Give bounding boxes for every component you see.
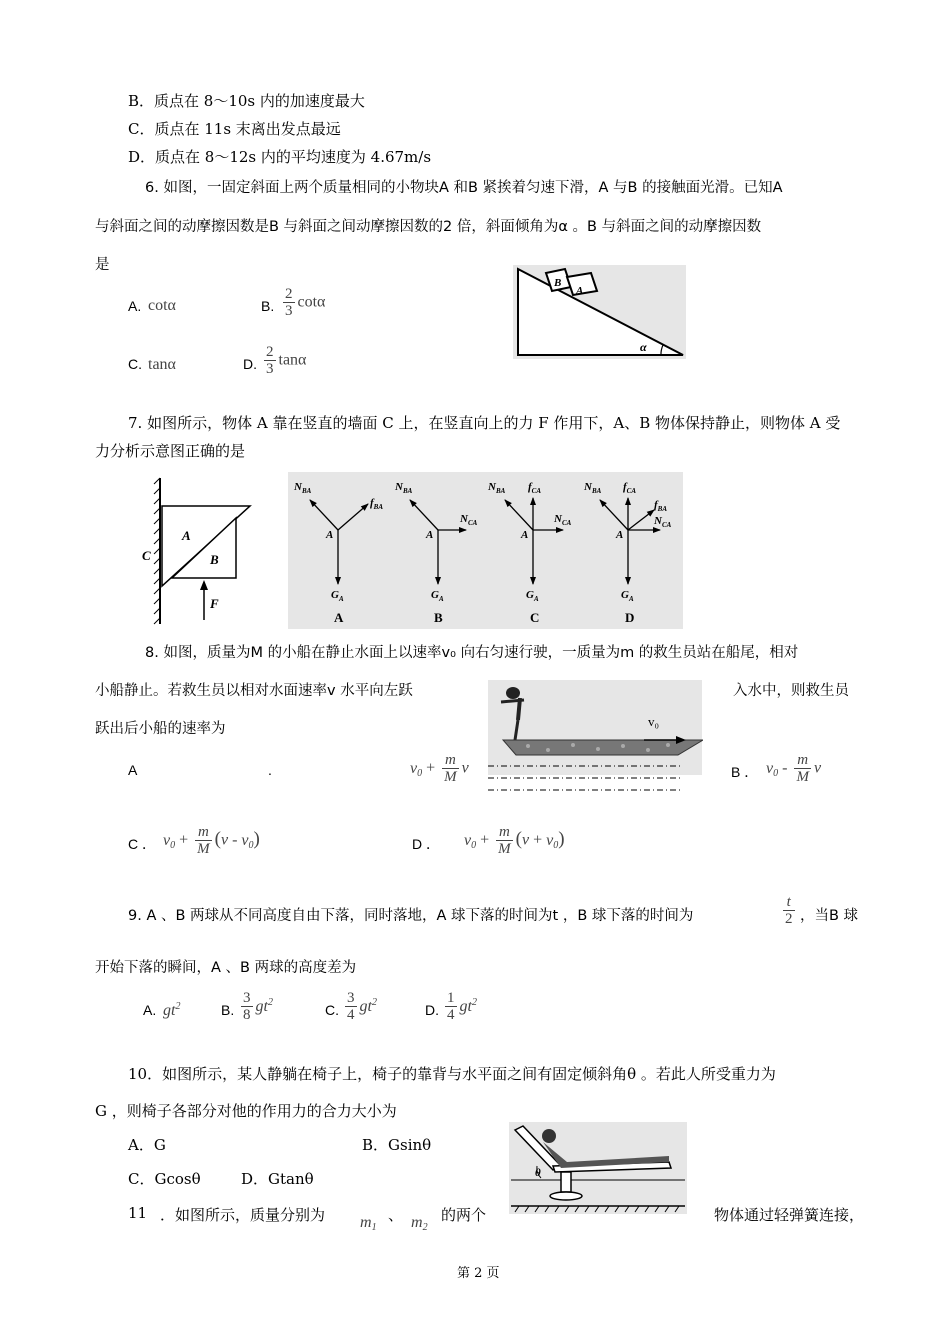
q10-person-head [542, 1129, 556, 1143]
q5-option-b: B．质点在 8～10s 内的加速度最大 [128, 92, 365, 110]
q9-c-num: 3 [347, 990, 355, 1006]
svg-text:NCA: $N_{CA}$ [554, 513, 572, 527]
q11-m1-letter: m [360, 1214, 372, 1231]
svg-text:GA: $G_A$ [621, 589, 634, 603]
page-footer: 第 2 页 [457, 1266, 500, 1281]
q9-option-c-label: C. [325, 1002, 339, 1018]
q8-line3: 跃出后小船的速率为 [95, 721, 226, 737]
q8-boat-figure [488, 680, 703, 795]
q9-line1a: 9. A 、B 两球从不同高度自由下落，同时落地，A 球下落的时间为t ，B 球下落的时间为 [128, 908, 694, 924]
q6-option-a-label: A. [128, 298, 142, 314]
q10-chair-figure [509, 1122, 687, 1214]
svg-text:GA: $G_A$ [331, 589, 344, 603]
q10-option-b: B．Gsinθ [362, 1136, 432, 1154]
q7-line1: 7. 如图所示，物体 A 靠在竖直的墙面 C 上，在竖直向上的力 F 作用下，A、B 物体保持静止，则物体 A 受 [128, 414, 841, 432]
q8-option-a-expr: $v_0$ + $\frac{m}{M}$ v [410, 752, 469, 785]
q6-option-d-label: D. [243, 356, 257, 372]
q7-label-c: C [142, 548, 151, 563]
q9-option-d-expr: $\frac{1}{4}$ $gt^2$ [447, 990, 477, 1023]
q7-line2: 力分析示意图正确的是 [95, 442, 246, 460]
q10-option-d: D．Gtanθ [241, 1170, 314, 1188]
q9-option-c-expr: $\frac{3}{4}$ $gt^2$ [347, 990, 377, 1023]
q6-option-d-fraction [261, 344, 306, 377]
q11-m1 [360, 1214, 377, 1233]
q8-option-a-dot: . [268, 762, 272, 778]
q6-line3: 是 [95, 257, 110, 273]
q6-option-b-label: B. [261, 298, 275, 314]
q6-fig-label-a: A [576, 285, 584, 297]
q6-option-b-expr: cotα [297, 293, 326, 311]
q10-line2: G ，则椅子各部分对他的作用力的合力大小为 [95, 1102, 397, 1120]
q9-option-b-expr: $\frac{3}{8}$ $gt^2$ [243, 990, 273, 1023]
q10-option-c: C．Gcosθ [128, 1170, 201, 1188]
q9-line2: 开始下落的瞬间，A 、B 两球的高度差为 [95, 960, 357, 976]
q9-frac-den: 2 [785, 911, 793, 927]
svg-text:GA: $G_A$ [526, 589, 539, 603]
q8-line2a: 小船静止。若救生员以相对水面速率v 水平向左跃 [95, 683, 413, 699]
svg-text:fCA: $f_{CA}$ [623, 481, 637, 495]
q7-wall-figure [138, 476, 258, 626]
svg-text:fCA: $f_{CA}$ [528, 481, 542, 495]
q11-text-c: 物体通过轻弹簧连接， [714, 1206, 865, 1224]
q6-fig-angle: α [640, 340, 647, 354]
q7-diagram-label-a: A [334, 610, 344, 625]
svg-text:NBA: $N_{BA}$ [584, 481, 602, 495]
q6-line1: 6. 如图，一固定斜面上两个质量相同的小物块A 和B 紧挨着匀速下滑，A 与B 的接触面光滑。已知A [145, 180, 783, 196]
q10-line1: 10．如图所示，某人静躺在椅子上，椅子的靠背与水平面之间有固定倾斜角θ 。若此人所受重力为 [128, 1065, 776, 1083]
q8-option-c-expr: $v_0$ + $\frac{m}{M}$ $(v - v_0)$ [163, 824, 260, 857]
q7-label-b: B [210, 552, 219, 567]
q8-fig-background [488, 680, 702, 775]
q6-option-d-expr: tanα [278, 351, 307, 369]
q7-options-figure [288, 472, 683, 629]
svg-text:NCA: $N_{CA}$ [460, 513, 478, 527]
q9-d-num: 1 [447, 990, 455, 1006]
svg-text:A: A [616, 529, 624, 541]
q6-d-num: 2 [266, 344, 274, 360]
q7-diagram-label-d: D [625, 610, 635, 625]
q10-chair-base [550, 1192, 582, 1200]
svg-text:NBA: $N_{BA}$ [395, 481, 413, 495]
q6-option-c-expr: tanα [148, 356, 176, 373]
q6-line2: 与斜面之间的动摩擦因数是B 与斜面之间动摩擦因数的2 倍，斜面倾角为α 。B 与斜面之间的动摩擦因数 [95, 219, 762, 235]
svg-text:NBA: $N_{BA}$ [294, 481, 312, 495]
svg-text:NBA: $N_{BA}$ [488, 481, 506, 495]
q8-option-b-expr: $v_0$ - $\frac{m}{M}$ v [766, 752, 822, 785]
q11-text-a: ．如图所示，质量分别为 [160, 1206, 326, 1224]
q8-option-d-label: D ． [412, 836, 440, 852]
q8-rescuer-body [518, 698, 520, 720]
q7-diagram-label-c: C [530, 610, 540, 625]
q8-fig-v0: v₀ [648, 714, 660, 729]
q9-d-den: 4 [447, 1007, 455, 1023]
q7-options-background [288, 472, 683, 629]
q11-m2-sub: 2 [422, 1222, 428, 1233]
q9-c-den: 4 [347, 1007, 355, 1023]
q8-rescuer-head [506, 687, 520, 699]
q9-option-a-expr: $gt^2$ [163, 1001, 181, 1019]
q6-option-c-label: C. [128, 356, 142, 372]
svg-text:A: A [521, 529, 529, 541]
q6-b-num: 2 [285, 286, 293, 302]
q11-number: 11 [128, 1204, 148, 1222]
q9-option-a-label: A. [143, 1002, 157, 1018]
q8-option-c-label: C ． [128, 836, 156, 852]
q9-line1b: ，当B 球 [800, 908, 859, 924]
q8-option-a-label: A [128, 762, 138, 778]
q7-force-f-arrowhead [200, 580, 208, 590]
svg-text:fBA: $f_{BA}$ [370, 497, 384, 511]
q8-line2b: 入水中，则救生员 [733, 683, 849, 699]
q6-fig-label-b: B [554, 277, 562, 289]
q10-chair-stand [561, 1172, 571, 1192]
q9-option-b-label: B. [221, 1002, 235, 1018]
svg-text:A: A [326, 529, 334, 541]
q9-b-num: 3 [243, 990, 251, 1006]
q6-option-a-expr: cotα [148, 297, 176, 314]
q8-option-d-expr: $v_0$ + $\frac{m}{M}$ $(v + v_0)$ [464, 824, 565, 857]
q9-option-d-label: D. [425, 1002, 439, 1018]
q6-b-den: 3 [285, 303, 293, 319]
q11-text-b: 的两个 [441, 1206, 487, 1224]
q8-option-b-label: B ． [731, 764, 759, 780]
q11-m2-letter: m [411, 1214, 423, 1231]
svg-text:A: A [426, 529, 434, 541]
q6-incline-figure [513, 265, 686, 359]
q8-boat-hull [503, 740, 703, 755]
q8-line1: 8. 如图，质量为M 的小船在静止水面上以速率v₀ 向右匀速行驶，一质量为m 的救生员站在船尾，相对 [145, 645, 799, 661]
q5-option-c: C．质点在 11s 末离出发点最远 [128, 120, 341, 138]
svg-text:fBA: $f_{BA}$ [654, 499, 668, 513]
q10-fig-theta: θ [535, 1167, 541, 1179]
q9-b-den: 8 [243, 1007, 251, 1023]
q11-m1-sub: 1 [371, 1222, 377, 1233]
q6-option-b-fraction [280, 286, 325, 319]
q7-label-f: F [210, 596, 219, 611]
q5-option-d: D．质点在 8～12s 内的平均速度为 4.67m/s [128, 148, 432, 166]
q6-d-den: 3 [266, 361, 274, 377]
q10-option-a: A．G [128, 1136, 166, 1154]
svg-text:GA: $G_A$ [431, 589, 444, 603]
q7-diagram-label-b: B [434, 610, 443, 625]
q11-sep: 、 [388, 1206, 404, 1224]
q9-frac-num: t [783, 894, 795, 911]
q7-label-a: A [182, 528, 191, 543]
svg-text:NCA: $N_{CA}$ [654, 515, 672, 529]
q11-m2 [411, 1214, 428, 1233]
q9-frac-t-over-2 [780, 894, 798, 927]
